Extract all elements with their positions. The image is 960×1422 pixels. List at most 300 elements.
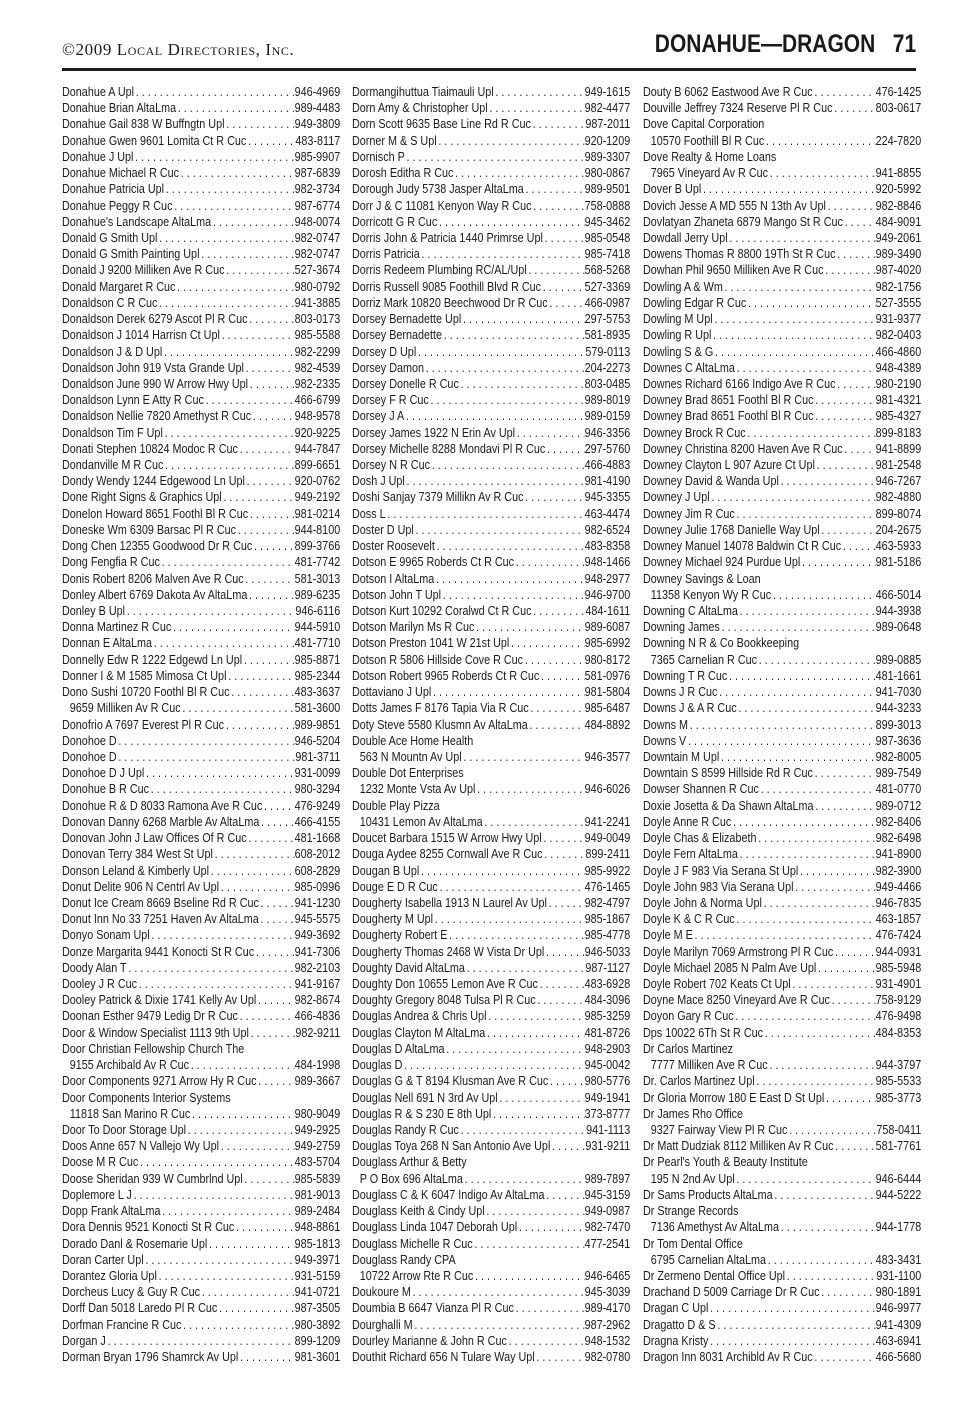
listing-name: Donahue A Upl (62, 85, 135, 99)
listing-line (352, 392, 630, 408)
listing-entry (352, 165, 630, 181)
listing-entry (62, 1203, 340, 1219)
listing-line (62, 506, 340, 522)
dot-leader (813, 392, 875, 408)
listing-phone: 946-9977 (875, 1301, 921, 1316)
listing-name: Dove Capital Corporation (643, 117, 765, 132)
listing-entry (352, 473, 630, 489)
listing-name: Donofrio A 7697 Everest Pl R Cuc (62, 717, 225, 732)
listing-line (643, 765, 921, 781)
listing-name: Donze Margarita 9441 Konocti St R Cuc (62, 944, 255, 959)
listing-name: 10431 Lemon Av AltaLma (359, 814, 483, 829)
dot-leader (773, 1187, 876, 1203)
listing-name: Downey Jim R Cuc (643, 506, 735, 521)
listing-entry (643, 230, 921, 246)
listing-name: Donohoe D (62, 733, 117, 748)
listing-name: Donaldson John 919 Vsta Grande Upl (62, 360, 244, 375)
listing-phone: 948-2977 (584, 571, 630, 586)
listing-phone: 985-7418 (584, 247, 630, 262)
listing-phone: 949-4466 (875, 879, 921, 894)
listing-line (643, 895, 921, 911)
listing-line (62, 408, 340, 424)
dot-leader (219, 1138, 295, 1154)
listing-name: Dovlatyan Zhaneta 6879 Mango St R Cuc (643, 214, 843, 229)
listing-line (352, 198, 630, 214)
listing-name: 7365 Carnelian R Cuc (650, 652, 758, 667)
listing-phone: 463-6941 (875, 1333, 921, 1348)
listing-entry (62, 1236, 340, 1252)
listing-name: Donati Stephen 10824 Modoc R Cuc (62, 441, 238, 456)
dot-leader (735, 911, 876, 927)
listing-entry (352, 100, 630, 116)
listing-line (352, 1349, 630, 1365)
listing-name: Dorantez Gloria Upl (62, 1268, 157, 1283)
listing-name: Donnan E AltaLma (62, 636, 153, 651)
listing-line (643, 1122, 921, 1138)
dot-leader (531, 116, 585, 132)
listing-name: Dotson Robert 9965 Roberds Ct R Cuc (352, 668, 540, 683)
listing-name: Doneske Wm 6309 Barsac Pl R Cuc (62, 522, 237, 537)
listing-phone: 982-6524 (584, 522, 630, 537)
listing-line (643, 408, 921, 424)
dot-leader (826, 198, 876, 214)
dot-leader (416, 344, 585, 360)
dot-leader (434, 571, 584, 587)
dot-leader (262, 798, 294, 814)
listing-phone: 946-6465 (584, 1268, 630, 1283)
listing-name: Donovan John J Law Offices Of R Cuc (62, 831, 247, 846)
listing-entry (643, 84, 921, 100)
listing-line (643, 133, 921, 149)
dot-leader (259, 895, 295, 911)
listing-address-line (643, 652, 921, 668)
listing-line (352, 927, 630, 943)
listing-entry (352, 457, 630, 473)
listing-line (643, 327, 921, 343)
listing-phone: 980-3294 (294, 782, 340, 797)
listing-entry (643, 1203, 921, 1219)
listing-name: Douglass C & K 6047 Indigo Av AltaLma (352, 1187, 545, 1202)
listing-entry (352, 392, 630, 408)
listing-name: Downey Brock R Cuc (643, 425, 746, 440)
listing-name: Donovan Danny 6268 Marble Av AltaLma (62, 814, 260, 829)
listing-name: Douglass Arthur & Betty (352, 1155, 467, 1170)
listing-name: Doonan Esther 9479 Ledig Dr R Cuc (62, 1009, 238, 1024)
dot-leader (800, 554, 875, 570)
listing-entry (352, 911, 630, 927)
listing-entry (62, 635, 340, 651)
dot-leader (527, 262, 585, 278)
listing-entry (62, 1025, 340, 1041)
dot-leader (419, 863, 584, 879)
listing-name: Downey Michael 924 Purdue Upl (643, 555, 801, 570)
listing-line (62, 1171, 340, 1187)
listing-line (62, 798, 340, 814)
listing-name: Dotson Kurt 10292 Coralwd Ct R Cuc (352, 604, 532, 618)
listing-entry (643, 863, 921, 879)
listing-line (62, 1252, 340, 1268)
listing-entry (352, 181, 630, 197)
dot-leader (386, 506, 585, 522)
listing-name: Dowling Edgar R Cuc (643, 295, 747, 310)
listing-line (62, 360, 340, 376)
listing-name: 7136 Amethyst Av AltaLma (650, 1220, 780, 1235)
listing-name: Dorris John & Patricia 1440 Primrse Upl (352, 230, 543, 245)
listing-line (643, 1041, 921, 1057)
listing-phone: 946-7267 (875, 474, 921, 489)
listing-line (352, 133, 630, 149)
dot-leader (531, 603, 585, 619)
listing-phone: 981-3601 (294, 1350, 340, 1365)
dot-leader (731, 814, 875, 830)
listing-line (62, 1317, 340, 1333)
listing-name: 6795 Carnelian AltaLma (650, 1252, 767, 1267)
listing-name: Dooley J R Cuc (62, 977, 138, 992)
listing-phone: 949-1615 (584, 85, 630, 99)
listing-address-line (352, 814, 630, 830)
dot-leader (531, 198, 584, 214)
listing-line (62, 425, 340, 441)
listing-phone: 989-0159 (584, 409, 630, 424)
listing-phone: 931-5159 (294, 1268, 340, 1283)
dot-leader (222, 489, 295, 505)
dot-leader (688, 717, 876, 733)
listing-line (643, 814, 921, 830)
listing-name: Doukoure M (352, 1285, 411, 1300)
dot-leader (550, 1138, 585, 1154)
listing-phone: 944-3233 (875, 701, 921, 716)
listing-name: Done Right Signs & Graphics Upl (62, 490, 222, 505)
listing-address-line (643, 165, 921, 181)
dot-leader (157, 230, 294, 246)
listing-name: Dowens Thomas R 8800 19Th St R Cuc (643, 247, 836, 262)
listing-entry (643, 360, 921, 376)
listing-phone: 481-7710 (294, 636, 340, 651)
dot-leader (125, 603, 295, 619)
listing-entry (352, 700, 630, 716)
listing-entry (643, 198, 921, 214)
listing-phone: 985-3259 (584, 1009, 630, 1024)
listing-phone: 466-0987 (584, 295, 630, 310)
dot-leader (244, 571, 295, 587)
dot-leader (433, 911, 585, 927)
listing-entry (62, 879, 340, 895)
listing-phone: 941-9167 (294, 977, 340, 992)
listing-name: Downey Clayton L 907 Azure Ct Upl (643, 458, 815, 473)
dot-leader (414, 522, 585, 538)
dot-leader (528, 717, 585, 733)
dot-leader (435, 538, 585, 554)
listing-line (62, 879, 340, 895)
listing-entry (62, 149, 340, 165)
listing-line (62, 619, 340, 635)
dot-leader (762, 895, 876, 911)
dot-leader (259, 911, 295, 927)
listing-name: Doucet Barbara 1515 W Arrow Hwy Upl (352, 831, 542, 846)
listing-entry (62, 457, 340, 473)
listing-phone: 581-3013 (294, 571, 340, 586)
listing-line (62, 944, 340, 960)
listing-phone: 989-2484 (294, 1204, 340, 1219)
listing-name: Douglas Randy R Cuc (352, 1123, 459, 1137)
dot-leader (444, 1041, 584, 1057)
dot-leader (816, 960, 875, 976)
listing-name: Dourghalli M (352, 1317, 413, 1332)
listing-phone: 466-6799 (294, 393, 340, 408)
dot-leader (498, 1090, 585, 1106)
listing-entry (62, 846, 340, 862)
listing-entry (62, 603, 340, 619)
listing-name: Downey Manuel 14078 Baldwin Ct R Cuc (643, 539, 842, 554)
listing-address-line (62, 1057, 340, 1073)
listing-line (62, 1041, 340, 1057)
listing-entry (62, 1154, 340, 1170)
listing-name: 9659 Milliken Av R Cuc (69, 701, 181, 716)
dot-leader (186, 1122, 294, 1138)
dot-leader (798, 863, 875, 879)
listing-name: Douty B 6062 Eastwood Ave R Cuc (643, 85, 813, 99)
listing-name: Dopp Frank AltaLma (62, 1204, 161, 1219)
listing-name: Douglas Nell 691 N 3rd Av Upl (352, 1090, 498, 1105)
listing-address-line (643, 587, 921, 603)
dot-leader (438, 879, 585, 895)
dot-leader (746, 425, 876, 441)
listing-line (643, 684, 921, 700)
listing-line (62, 181, 340, 197)
listing-name: Dr Carlos Martinez (643, 1041, 734, 1056)
listing-name: Douglass Keith & Cindy Upl (352, 1204, 485, 1219)
listing-entry (643, 619, 921, 635)
listing-name: Dorfman Francine R Cuc (62, 1317, 182, 1332)
dot-leader (507, 1333, 585, 1349)
dot-leader (179, 165, 294, 181)
dot-leader (189, 1057, 295, 1073)
dot-leader (259, 814, 294, 830)
listing-entry (643, 214, 921, 230)
listing-phone: 946-6444 (875, 1171, 921, 1186)
listing-phone: 985-1867 (584, 912, 630, 927)
listing-name: Dormangihuttua Tiaimauli Upl (352, 85, 494, 99)
listing-name: Dougan B Upl (352, 863, 420, 878)
dot-leader (735, 506, 876, 522)
listing-line (643, 149, 921, 165)
listing-phone: 463-4474 (584, 506, 630, 521)
listing-name: Doose M R Cuc (62, 1155, 139, 1170)
listing-phone: 980-9049 (294, 1106, 340, 1121)
listing-phone: 980-8172 (584, 652, 630, 667)
dot-leader (813, 408, 875, 424)
listing-line (352, 1041, 630, 1057)
listing-phone: 483-3637 (294, 685, 340, 700)
dot-leader (536, 992, 585, 1008)
listing-name: Donovan Terry 384 West St Upl (62, 847, 213, 862)
listing-entry (352, 1252, 630, 1268)
dot-leader (254, 944, 294, 960)
listing-entry (643, 571, 921, 587)
listing-entry (352, 960, 630, 976)
listing-phone: 980-5776 (584, 1074, 630, 1089)
listing-line (643, 376, 921, 392)
listing-line (352, 360, 630, 376)
listing-name: Dorsey Damon (352, 360, 425, 375)
dot-leader (813, 798, 875, 814)
listing-phone: 980-1891 (875, 1285, 921, 1300)
listing-entry (643, 749, 921, 765)
listing-name: Dong Chen 12355 Goodwood Dr R Cuc (62, 539, 253, 554)
listing-line (352, 652, 630, 668)
listing-line (352, 1219, 630, 1235)
listing-name: Donald Margaret R Cuc (62, 279, 176, 294)
listing-line (62, 571, 340, 587)
dot-leader (144, 765, 294, 781)
listing-entry (62, 279, 340, 295)
listing-phone: 948-8861 (294, 1220, 340, 1235)
listing-phone: 946-5204 (294, 733, 340, 748)
listing-entry (643, 295, 921, 311)
listing-phone: 944-8100 (294, 522, 340, 537)
listing-name: Dotson R 5806 Hillside Cove R Cuc (352, 652, 524, 667)
listing-name: Donahue Peggy R Cuc (62, 198, 173, 213)
listing-phone: 931-9377 (875, 312, 921, 327)
dot-leader (134, 84, 295, 100)
listing-line (62, 911, 340, 927)
listing-phone: 985-5588 (294, 328, 340, 343)
listing-phone: 987-3636 (875, 733, 921, 748)
listing-entry (352, 1333, 630, 1349)
listing-phone: 941-1230 (294, 895, 340, 910)
dot-leader (509, 635, 584, 651)
listing-name: Dorn Scott 9635 Base Line Rd R Cuc (352, 117, 531, 132)
listing-entry (62, 1268, 340, 1284)
listing-name: Dotts James F 8176 Tapia Via R Cuc (352, 701, 529, 716)
listing-entry (62, 733, 340, 749)
listing-name: Dr. Carlos Martinez Upl (643, 1074, 755, 1089)
listing-name: Dorris Patricia (352, 247, 420, 262)
listing-line (643, 717, 921, 733)
listing-phone: 985-0996 (294, 879, 340, 894)
listing-name: Dougherty Robert E (352, 928, 448, 943)
listing-phone: 985-2344 (294, 668, 340, 683)
listing-name: Dorff Dan 5018 Laredo Pl R Cuc (62, 1301, 218, 1316)
listing-line (352, 327, 630, 343)
dot-leader (420, 246, 585, 262)
listing-name: Dorsey James 1922 N Erin Av Upl (352, 425, 516, 440)
listing-phone: 985-9907 (294, 149, 340, 164)
listing-name: Donut Delite 906 N Centrl Av Upl (62, 879, 220, 894)
listing-phone: 758-9129 (875, 993, 921, 1008)
dot-leader (160, 1203, 294, 1219)
listing-entry (643, 1317, 921, 1333)
listing-entry (62, 830, 340, 846)
listing-line (62, 262, 340, 278)
dot-leader (548, 295, 585, 311)
dot-leader (453, 165, 584, 181)
dot-leader (548, 1073, 584, 1089)
listing-name: Douga Aydee 8255 Cornwall Ave R Cuc (352, 847, 543, 862)
listing-address-line (643, 1122, 921, 1138)
listing-line (643, 652, 921, 668)
listing-line (643, 360, 921, 376)
listing-name: Donald J 9200 Milliken Ave R Cuc (62, 263, 225, 278)
listing-entry (62, 473, 340, 489)
listing-phone: 931-9211 (585, 1139, 630, 1154)
listing-line (62, 1349, 340, 1365)
listing-entry (643, 408, 921, 424)
listing-name: Double Play Pizza (352, 798, 440, 813)
listing-name: P O Box 696 AltaLma (359, 1171, 463, 1186)
listing-name: Dr James Rho Office (643, 1106, 744, 1121)
dot-leader (717, 684, 875, 700)
listing-name: Doyle John & Norma Upl (643, 895, 762, 910)
dot-leader (248, 376, 294, 392)
listing-line (352, 635, 630, 651)
dot-leader (437, 214, 584, 230)
dot-leader (402, 1057, 584, 1073)
dot-leader (538, 976, 585, 992)
listing-entry (62, 1252, 340, 1268)
listing-line (62, 1300, 340, 1316)
listing-name: Door Components 9271 Arrow Hy R Cuc (62, 1074, 257, 1089)
listing-line (352, 230, 630, 246)
listing-entry (62, 1138, 340, 1154)
listing-name: Donohoe D (62, 749, 117, 764)
dot-leader (149, 781, 295, 797)
dot-leader (251, 408, 294, 424)
listing-name: Dr Tom Dental Office (643, 1236, 743, 1251)
dot-leader (213, 846, 295, 862)
listing-entry (62, 781, 340, 797)
listing-phone: 987-6839 (294, 166, 340, 181)
dot-leader (238, 441, 295, 457)
listing-line (352, 846, 630, 862)
listing-name: Douge E D R Cuc (352, 879, 438, 894)
listing-entry (352, 668, 630, 684)
listing-line (62, 1106, 340, 1122)
listing-entry (62, 554, 340, 570)
listing-line (643, 749, 921, 765)
listing-name: Douglas Toya 268 N San Antonio Ave Upl (352, 1139, 551, 1154)
dot-leader (463, 1171, 585, 1187)
listing-line (352, 295, 630, 311)
dot-leader (207, 1236, 294, 1252)
dot-leader (791, 976, 876, 992)
listing-entry (643, 960, 921, 976)
listing-line (352, 457, 630, 473)
listing-entry (62, 1090, 340, 1106)
dot-leader (763, 1025, 875, 1041)
listing-entry (352, 1122, 630, 1138)
listing-line (643, 1171, 921, 1187)
dot-leader (735, 1171, 876, 1187)
dot-leader (431, 684, 584, 700)
listing-line (62, 214, 340, 230)
listing-name: Doyle J F 983 Via Serana St Upl (643, 863, 799, 878)
listing-name: Doss L (352, 506, 386, 521)
dot-leader (787, 1122, 876, 1138)
listing-line (62, 1187, 340, 1203)
listing-phone: 944-3938 (875, 604, 921, 618)
dot-leader (245, 473, 295, 489)
listing-entry (352, 214, 630, 230)
listing-entry (643, 327, 921, 343)
listing-phone: 568-5268 (584, 263, 630, 278)
listing-name: Dorsey Bernadette (352, 328, 443, 343)
listing-name: Dowling M Upl (643, 312, 713, 327)
listing-entry (352, 587, 630, 603)
listing-line (643, 214, 921, 230)
listing-entry (643, 1300, 921, 1316)
listing-entry (62, 1300, 340, 1316)
